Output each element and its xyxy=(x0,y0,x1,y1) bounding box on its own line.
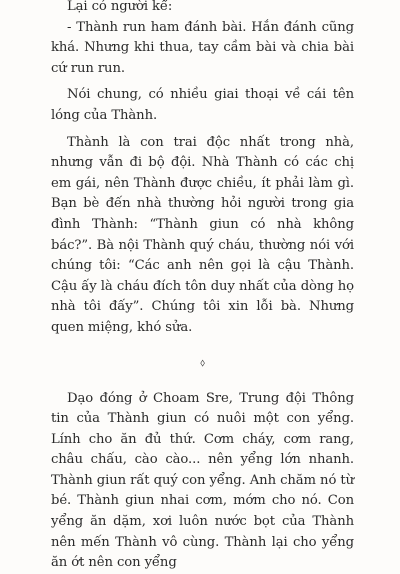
paragraph: - Thành run ham đánh bài. Hắn đánh cũng khá. Nhưng khi thua, tay cầm bài và chia bài cứ run run. xyxy=(51,19,354,76)
paragraph: Lại có người kể: xyxy=(67,0,173,14)
text-block xyxy=(51,0,354,574)
section-divider: ⬨ xyxy=(200,355,205,369)
paragraph: Thành là con trai độc nhất trong nhà, nhưng vẫn đi bộ đội. Nhà Thành có các chị em gái, nên Thành được chiều, ít phải làm gì. Bạn bè đến nhà thường hỏi người trong gia đình Thành: “Thành giun có nhà không bác?”. Bà nội Thành quý cháu, thường nói với chúng tôi: “Các anh nên gọi là cậu Thành. Cậu ấy là cháu đích tôn duy nhất của dòng họ nhà tôi đấy”. Chúng tôi xin lỗi bà. Nhưng quen miệng, khó sửa. xyxy=(51,134,354,335)
paragraph: Dạo đóng ở Choam Sre, Trung đội Thông tin của Thành giun có nuôi một con yểng. Lính cho ăn đủ thứ. Cơm cháy, cơm rang, châu chấu, cào cào... nên yểng lớn nhanh. Thành giun rất quý con yểng. Anh chăm nó từ bé. Thành giun nhai cơm, mớm cho nó. Con yểng ăn dặm, xơi luôn nước bọt của Thành nên mến Thành vô cùng. Thành lại cho yểng ăn ớt nên con yểng xyxy=(51,390,354,571)
paragraph: Nói chung, có nhiều giai thoại về cái tên lóng của Thành. xyxy=(51,87,354,123)
